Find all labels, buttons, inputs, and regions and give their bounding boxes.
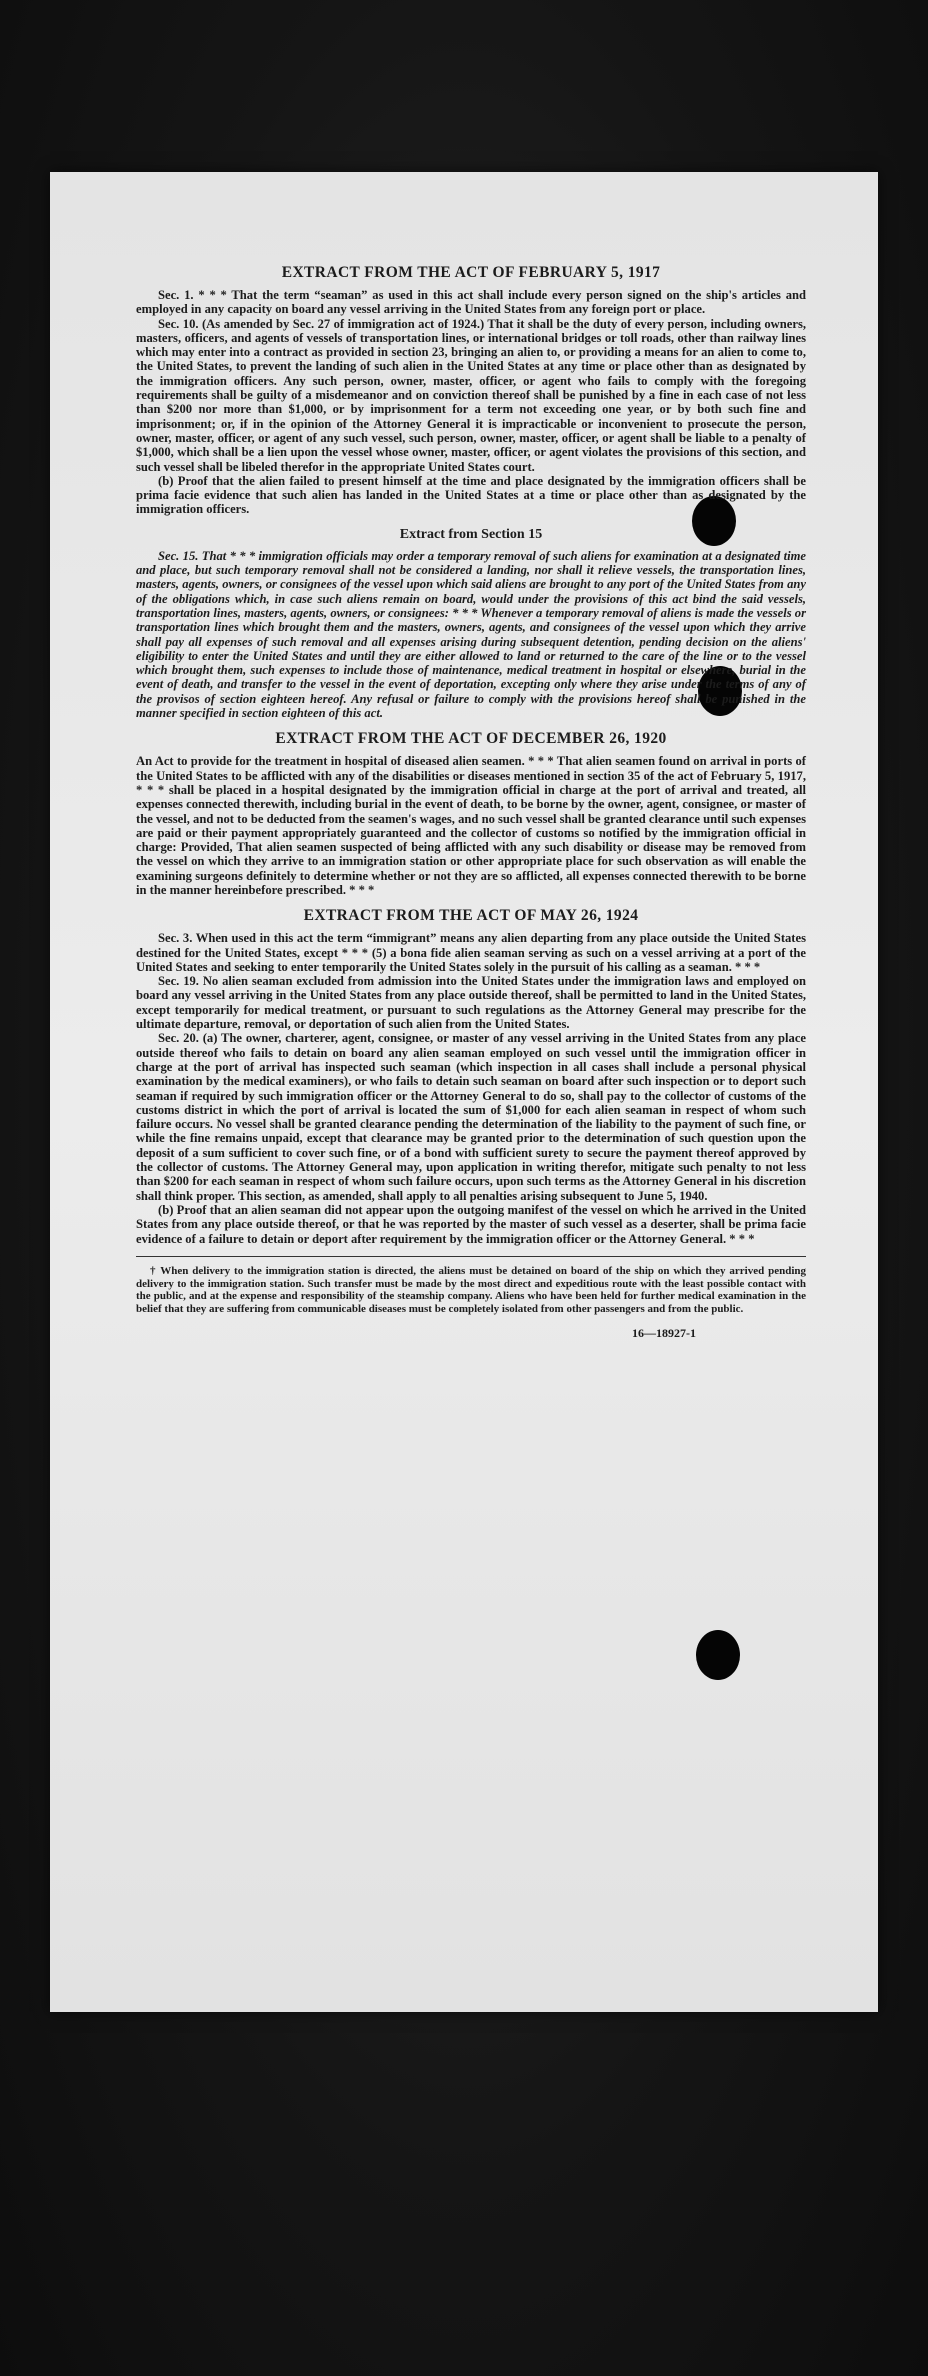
paragraph-sec-20-a: Sec. 20. (a) The owner, charterer, agent, consignee, or master of any vessel arriving in the United States from any place outside thereof who fails to detain on board any alien seaman employed on such vessel until the immigration officer in charge at the port of arrival has inspected such seaman (which inspection in all cases shall include a personal physical examination by the medical examiners), or who fails to detain such seaman on board after such inspection or to deport such seaman if required by such immigration officer or the Attorney General to do so, shall pay to the collector of customs of the customs district in which the port of arrival is located the sum of $1,000 for each alien seaman in respect of whom such failure occurs. No vessel shall be granted clearance pending the determination of the liability to the payment of such fine, or while the fine remains unpaid, except that clearance may be granted prior to the determination of such question upon the deposit of a sum sufficient to cover such fine, or of a bond with sufficient surety to secure the payment thereof approved by the collector of customs. The Attorney General may, upon application in writing therefor, mitigate such penalty to not less than $200 for each seaman in respect of whom such failure occurs, upon such terms as the Attorney General in his discretion shall think proper. This section, as amended, shall apply to all penalties arising subsequent to June 5, 1940. [136, 1031, 806, 1203]
paragraph-sec-19: Sec. 19. No alien seaman excluded from admission into the United States under the immigration laws and employed on board any vessel arriving in the United States from any place outside thereof, shall be permitted to land in the United States, except temporarily for medical treatment, or pursuant to such regulations as the Attorney General may prescribe for the ultimate departure, removal, or deportation of such alien from the United States. [136, 974, 806, 1032]
paragraph-sec-15: Sec. 15. That * * * immigration officials may order a temporary removal of such aliens for examination at a designated time and place, but such temporary removal shall not be considered a landing, nor shall it relieve vessels, the transportation lines, masters, agents, owners, or consignees of the vessel upon which said aliens are brought to any port of the United States from any of the obligations which, in case such aliens remain on board, would under the provisions of this act bind the said vessels, transportation lines, masters, agents, owners, or consignees: * * * Whenever a temporary removal of aliens is made the vessels or transportation lines which brought them and the masters, owners, agents, and consignees of the vessel upon which they arrive shall pay all expenses of such removal and all expenses arising during subsequent detention, pending decision on the aliens' eligibility to enter the United States and until they are either allowed to land or returned to the care of the line or to the vessel which brought them, such expenses to include those of maintenance, medical treatment in hospital or elsewhere, burial in the event of death, and transfer to the vessel in the event of deportation, excepting only where they arise under the terms of any of the provisos of section eighteen hereof. Any refusal or failure to comply with the provisions hereof shall be punished in the manner specified in section eighteen of this act. [136, 548, 806, 721]
paragraph-act-1920: An Act to provide for the treatment in hospital of diseased alien seamen. * * * That alien seamen found on arrival in ports of the United States to be afflicted with any of the disabilities or diseases mentioned in section 35 of the act of February 5, 1917, * * * shall be placed in a hospital designated by the immigration official in charge at the port of arrival and treated, all expenses connected therewith, including burial in the event of death, to be borne by the owner, agent, consignee, or master of the vessel, and not to be deducted from the seamen's wages, and no such vessel shall be granted clearance until such expenses are paid or their payment appropriately guaranteed and the collector of customs so notified by the immigration official in charge: Provided, That alien seamen suspected of being afflicted with any such disability or disease may be removed from the vessel on which they arrive to an immigration station or other appropriate place for such observation as will enable the examining surgeons definitely to determine whether or not they are so afflicted, all expenses connected therewith to be borne in the manner hereinbefore prescribed. * * * [136, 754, 806, 897]
document-content [136, 264, 806, 1341]
section-heading-1917: EXTRACT FROM THE ACT OF FEBRUARY 5, 1917 [281, 264, 661, 281]
section-heading-1920: EXTRACT FROM THE ACT OF DECEMBER 26, 1920 [275, 730, 667, 748]
footnote-divider [136, 1256, 806, 1257]
paragraph-sec-10-b: (b) Proof that the alien failed to present himself at the time and place designated by the immigration officers shall be prima facie evidence that such alien has landed in the United States at a time or place other than as designated by the immigration officers. [136, 473, 806, 517]
section-heading-1924: EXTRACT FROM THE ACT OF MAY 26, 1924 [303, 907, 639, 925]
paragraph-sec-3: Sec. 3. When used in this act the term “immigrant” means any alien departing from any place outside the United States destined for the United States, except * * * (5) a bona fide alien seaman serving as such on a vessel arriving at a port of the United States and seeking to enter temporarily the United States solely in the pursuit of his calling as a seaman. * * * [136, 931, 806, 974]
paragraph-sec-1: Sec. 1. * * * That the term “seaman” as used in this act shall include every person signed on the ship's articles and employed in any capacity on board any vessel arriving in the United States from any foreign port or place. [136, 288, 806, 317]
section-heading-15: Extract from Section 15 [399, 526, 543, 542]
document-page [50, 172, 878, 2012]
paragraph-sec-10: Sec. 10. (As amended by Sec. 27 of immigration act of 1924.) That it shall be the duty of every person, including owners, masters, officers, and agents of vessels of transportation lines, or international bridges or toll roads, other than railway lines which may enter into a contract as provided in section 23, bringing an alien to, or providing a means for an alien to come to, the United States, to prevent the landing of such alien in the United States at any time or place other than as designated by the immigration officers. Any such person, owner, master, officer, or agent who fails to comply with the foregoing requirements shall be guilty of a misdemeanor and on conviction thereof shall be punished by a fine in each case of not less than $200 nor more than $1,000, or by imprisonment for a term not exceeding one year, or by both such fine and imprisonment; or, if in the opinion of the Attorney General it is impracticable or inconvenient to prosecute the person, owner, master, officer, or agent of any such vessel, such person, owner, master, officer, or agent shall be liable to a penalty of $1,000, which shall be a lien upon the vessel whose owner, master, officer, or agent violates the provisions of this section, and such vessel shall be libeled therefor in the appropriate United States court. [136, 316, 806, 474]
footnote: † When delivery to the immigration station is directed, the aliens must be detained on board of the ship on which they arrived pending delivery to the immigration station. Such transfer must be made by the most direct and expeditious route with the least possible contact with the public, and at the expense and responsibility of the steamship company. Aliens who have been held for further medical examination in the belief that they are suffering from communicable diseases must be completely isolated from other passengers and from the public. [136, 1264, 806, 1316]
form-number: 16—18927-1 [632, 1326, 696, 1340]
paragraph-sec-20-b: (b) Proof that an alien seaman did not appear upon the outgoing manifest of the vessel on which he arrived in the United States from any place outside thereof, or that he was reported by the master of such vessel as a deserter, shall be prima facie evidence of a failure to detain or deport after requirement by the immigration officer or the Attorney General. * * * [136, 1202, 806, 1246]
punch-hole-3 [696, 1630, 740, 1680]
